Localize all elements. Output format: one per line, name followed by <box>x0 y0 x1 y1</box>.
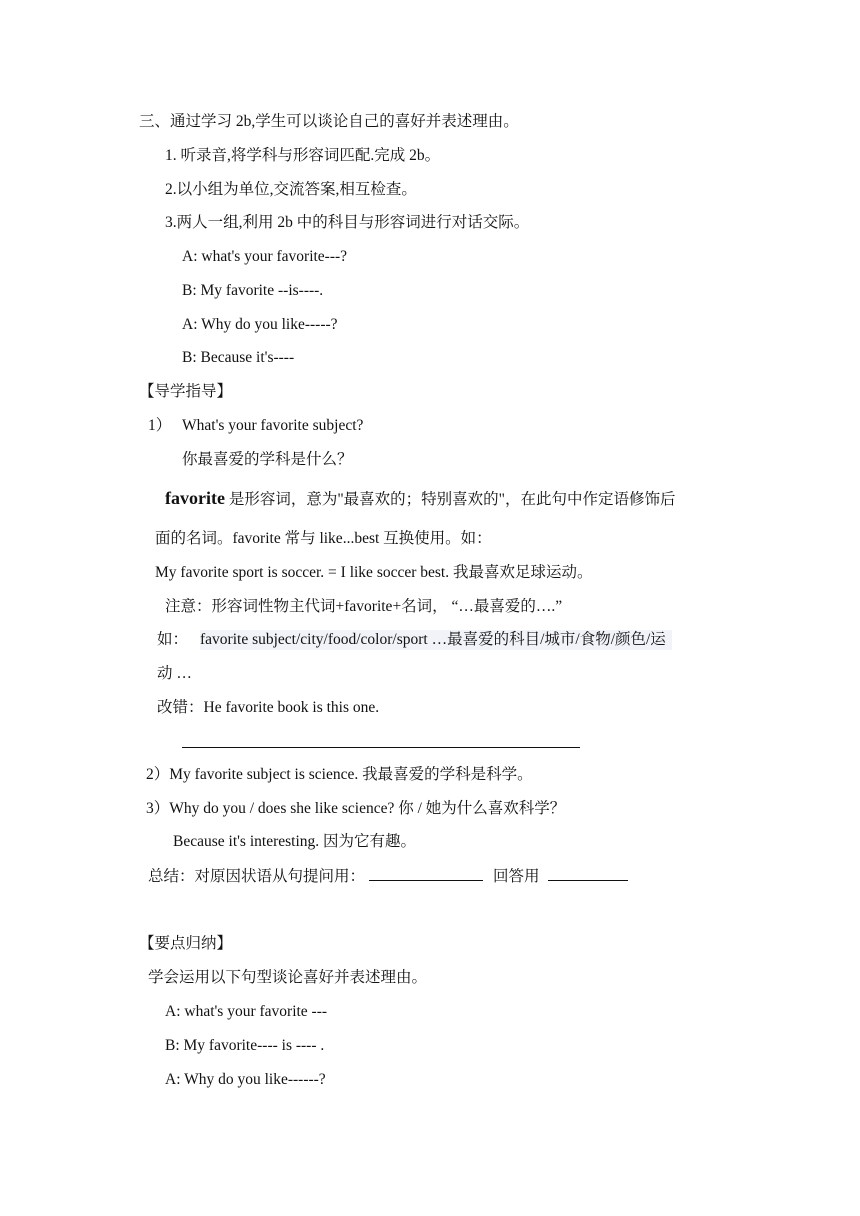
guide-item-1-translation: 你最喜爱的学科是什么？ <box>182 451 353 468</box>
dialog-line-3: A: Why do you like-----? <box>182 316 338 333</box>
dialog-line-1: A: what's your favorite---? <box>182 248 348 265</box>
points-dialog-line-2: B: My favorite---- is ---- . <box>165 1037 325 1054</box>
points-heading: 【要点归纳】 <box>139 935 233 952</box>
favorite-explanation-line-2: 面的名词。favorite 常与 like...best 互换使用。如： <box>155 530 492 547</box>
guide-item-3: 3）Why do you / does she like science? 你 / 她为什么喜欢科学？ <box>146 800 566 817</box>
correction-exercise: 改错：He favorite book is this one. <box>157 699 380 716</box>
example-list-label: 如： <box>157 631 189 648</box>
section3-heading: 三、通过学习 2b,学生可以谈论自己的喜好并表述理由。 <box>139 113 519 130</box>
guide-item-1-question: What's your favorite subject? <box>182 417 364 434</box>
answer-line <box>182 747 580 748</box>
favorite-explanation-text: 是形容词，意为"最喜欢的；特别喜欢的"，在此句中作定语修饰后 <box>224 491 676 508</box>
note-line: 注意：形容词性物主代词+favorite+名词， “…最喜爱的….” <box>165 598 563 615</box>
example-list <box>200 630 672 650</box>
dialog-line-4: B: Because it's---- <box>182 349 295 366</box>
example-sentence: My favorite sport is soccer. = I like soccer best. 我最喜欢足球运动。 <box>155 564 593 581</box>
summary-line <box>148 866 628 887</box>
guide-heading: 【导学指导】 <box>139 383 233 400</box>
section3-step-3: 3.两人一组,利用 2b 中的科目与形容词进行对话交际。 <box>165 214 530 231</box>
summary-blank-answer <box>548 866 628 881</box>
favorite-keyword: favorite <box>165 488 225 508</box>
points-intro: 学会运用以下句型谈论喜好并表述理由。 <box>148 969 428 986</box>
summary-answer-text: 回答用 <box>493 868 540 885</box>
summary-question-text: 总结：对原因状语从句提问用： <box>148 868 366 885</box>
points-dialog-line-1: A: what's your favorite --- <box>165 1003 328 1020</box>
guide-item-1-number: 1） <box>148 417 172 434</box>
example-list-english: favorite subject/city/food/color/sport … <box>200 631 448 648</box>
guide-item-2: 2）My favorite subject is science. 我最喜爱的学科是科学。 <box>146 766 533 783</box>
dialog-line-2: B: My favorite --is----. <box>182 282 324 299</box>
section3-step-1: 1. 听录音,将学科与形容词匹配.完成 2b。 <box>165 147 441 164</box>
favorite-explanation-line-1 <box>165 488 676 510</box>
example-list-continued: 动 … <box>157 665 192 682</box>
guide-item-3-answer: Because it's interesting. 因为它有趣。 <box>173 833 417 850</box>
example-list-chinese: 最喜爱的科目/城市/食物/颜色/运 <box>447 631 666 648</box>
summary-blank-question <box>369 866 483 881</box>
points-dialog-line-3: A: Why do you like------? <box>165 1071 326 1088</box>
section3-step-2: 2.以小组为单位,交流答案,相互检查。 <box>165 181 417 198</box>
